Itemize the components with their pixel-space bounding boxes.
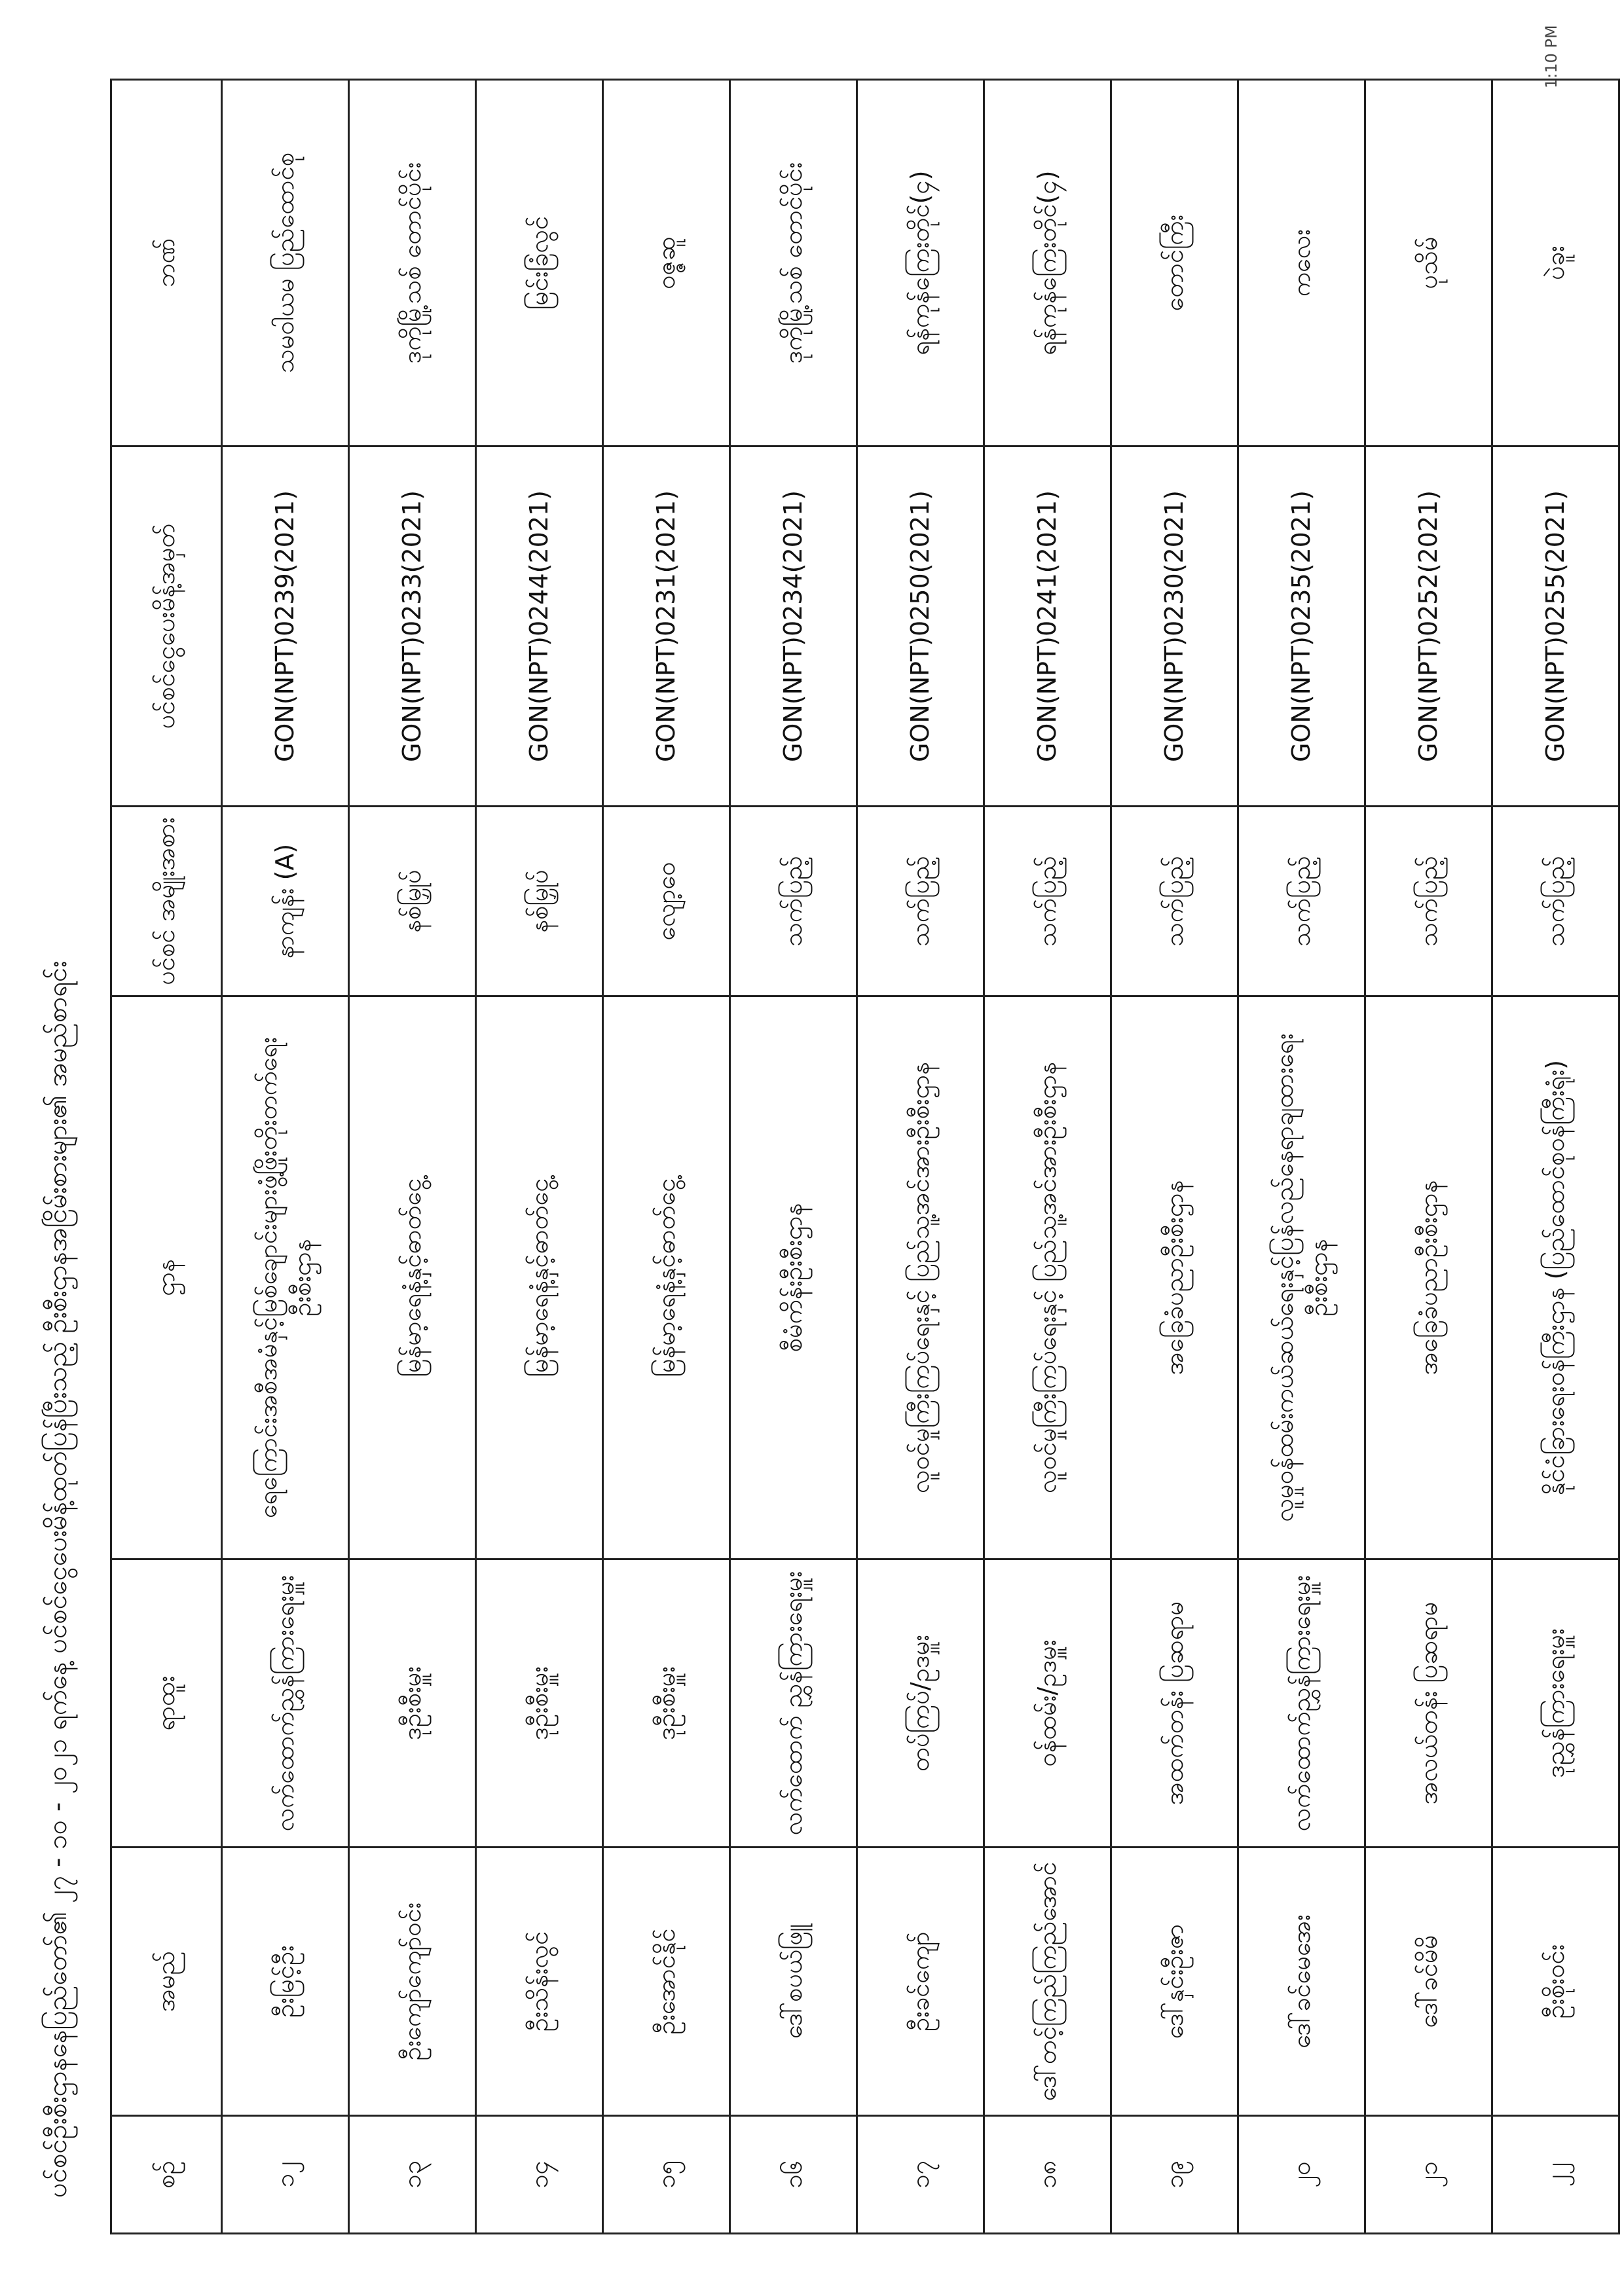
cell-department: စီမံကိန်းဦးစီးဌာန xyxy=(730,996,857,1559)
cell-rank: လက်ထောက်ညွှန်ကြားရေးမှူး xyxy=(222,1559,349,1848)
cell-pension-type: သက်ပြည့် xyxy=(730,807,857,996)
table-row xyxy=(984,80,1111,2234)
header-bank: ဘဏ် xyxy=(111,80,222,446)
cell-department: လူဝင်မှုကြီးကြပ်ရေးနှင့် ပြည်သူ့အင်အားဦးစီးဌာန xyxy=(857,996,984,1559)
document-title: ပင်စင်ဦးစီးဌာနနေပြည်တော်၏ ၂၇ - ၁၀ - ၂၀၂၁ ရက်နေ့ ပင်စင်ငွေပေးမိန့်ထုတ်ပြန်ပြီးသည့် ဦးစီးဌာနအငြိမ်းစားများ၏ အမည်စာရင်း xyxy=(43,960,73,2198)
table-row xyxy=(1238,80,1365,2234)
cell-order-number: GON(NPT)0250(2021) xyxy=(857,446,984,807)
header-rank: ရာထူး xyxy=(111,1559,222,1848)
cell-order-number: GON(NPT)0255(2021) xyxy=(1492,446,1619,807)
cell-rank: ဒုဦးစီးမှူး xyxy=(349,1559,476,1848)
print-timestamp: 1:10 PM xyxy=(1542,25,1560,88)
header-order-number: ပင်စင်ငွေပေးမိန့်အမှတ် xyxy=(111,446,222,807)
cell-pension-type: နာကျန်း (A) xyxy=(222,807,349,996)
table-row xyxy=(349,80,476,2234)
cell-department: ရေကြောင်းအစီအမံနှင့်မြစ်ချောင်းများဖွံ့ဖြိုးတိုးတက်ရေးဦးစီးဌာန xyxy=(222,996,349,1559)
cell-pension-type: သက်ပြည့် xyxy=(1111,807,1238,996)
cell-no: ၁၆ xyxy=(730,2116,857,2234)
header-name: အမည် xyxy=(111,1848,222,2116)
cell-bank: ဝဇ္ဇဆူ xyxy=(603,80,730,446)
table-row xyxy=(730,80,857,2234)
cell-rank: ဒုဦးစီးမှူး xyxy=(603,1559,730,1848)
cell-department: မြန်မာ့ရေနံ့နှင့်ဓာတ်ငွေ့ xyxy=(603,996,730,1559)
cell-no: ၂၂ xyxy=(1492,2116,1619,2234)
table-row xyxy=(1365,80,1492,2234)
cell-rank: အလယ်တန်း ပြဆရာမ xyxy=(1365,1559,1492,1848)
cell-no: ၂၀ xyxy=(1238,2116,1365,2234)
table-row xyxy=(603,80,730,2234)
cell-name: ဒေါ်စပယ်ဖြူ xyxy=(730,1848,857,2116)
cell-no: ၂၁ xyxy=(1365,2116,1492,2234)
cell-rank: တပ်ကြပ်/ဥဒမှူး xyxy=(857,1559,984,1848)
cell-rank: ဒုညွှန်ကြားရေးမှူး xyxy=(1492,1559,1619,1848)
cell-pension-type: သက်ပြည့် xyxy=(1365,807,1492,996)
cell-department: အခြေခံပညာဦးစီးဌာန xyxy=(1365,996,1492,1559)
cell-bank: သမဝါယမ ပြည်ထောင်စု xyxy=(222,80,349,446)
cell-bank: ဒုကိုမြို့သစ် တောင်ပိုင်း xyxy=(349,80,476,446)
cell-name: ဦးစိုးဝင်း xyxy=(1492,1848,1619,2116)
cell-bank: ရန်ကုန်ကြေးတိုင်(၄) xyxy=(857,80,984,446)
cell-department: လူမှုဝန်ထမ်းကယ်ဆယ်ရေးနှင့်ပြန်လည်နေရာချထားရေးဦးစီးဌာန xyxy=(1238,996,1365,1559)
header-department: ဌာန xyxy=(111,996,222,1559)
cell-name: ဦးသိန်းလွင် xyxy=(476,1848,603,2116)
cell-pension-type: နစ်မြှုပ် xyxy=(476,807,603,996)
cell-pension-type: သက်ပြည့် xyxy=(984,807,1111,996)
cell-name: ဦးခင်ကျော် xyxy=(857,1848,984,2116)
cell-no: ၁၃ xyxy=(349,2116,476,2234)
cell-bank: ဒုကိုမြို့သစ် တောင်ပိုင်း xyxy=(730,80,857,446)
cell-order-number: GON(NPT)0252(2021) xyxy=(1365,446,1492,807)
cell-department: မြန်မာ့ရေနံ့နှင့်ဓာတ်ငွေ့ xyxy=(476,996,603,1559)
cell-name: ဦးကျော်ကျော်ဝင်း xyxy=(349,1848,476,2116)
cell-department: အခြေခံပညာဦးစီးဌာန xyxy=(1111,996,1238,1559)
cell-pension-type: သက်ပြည့် xyxy=(1238,807,1365,996)
cell-rank: ဒုဦးစီးမှူး xyxy=(476,1559,603,1848)
cell-name: ဒေါ်နှင်းဦးဇာ xyxy=(1111,1848,1238,2116)
cell-department: နိုင်ငံခြားရေးဝန်ကြီးဌာန (ပြည်ထောင်စုဝန်ကြီးရုံး) xyxy=(1492,996,1619,1559)
cell-department: လူဝင်မှုကြီးကြပ်ရေးနှင့် ပြည်သူ့အင်အားဦးစီးဌာန xyxy=(984,996,1111,1559)
cell-no: ၁၉ xyxy=(1111,2116,1238,2234)
cell-pension-type: သက်ပြည့် xyxy=(1492,807,1619,996)
cell-bank: မြင်းခြံလွင် xyxy=(476,80,603,446)
cell-no: ၁၇ xyxy=(857,2116,984,2234)
cell-order-number: GON(NPT)0239(2021) xyxy=(222,446,349,807)
cell-rank: လက်ထောက် ညွှန်ကြားရေးမှူး xyxy=(730,1559,857,1848)
table-row xyxy=(1492,80,1619,2234)
cell-name: ဒေါ်ခင်မေအေး xyxy=(1238,1848,1365,2116)
cell-order-number: GON(NPT)0231(2021) xyxy=(603,446,730,807)
table-header-row xyxy=(111,80,222,2234)
cell-pension-type: လျော့ဝေ xyxy=(603,807,730,996)
cell-order-number: GON(NPT)0241(2021) xyxy=(984,446,1111,807)
cell-bank: ကလေး xyxy=(1238,80,1365,446)
cell-order-number: GON(NPT)0233(2021) xyxy=(349,446,476,807)
cell-no: ၁၅ xyxy=(603,2116,730,2234)
header-pension-type: ပင်စင် အမျိုးအစား xyxy=(111,807,222,996)
cell-order-number: GON(NPT)0234(2021) xyxy=(730,446,857,807)
cell-name: ဒေါ်တင့်ကြည်ကြည်အောင် xyxy=(984,1848,1111,2116)
pensioner-table xyxy=(110,79,1620,2234)
cell-rank: လက်ထောက်ညွှန်ကြားရေးမှူး xyxy=(1238,1559,1365,1848)
cell-order-number: GON(NPT)0244(2021) xyxy=(476,446,603,807)
cell-pension-type: နစ်မြှုပ် xyxy=(349,807,476,996)
cell-name: ဦးမြင့်ဦး xyxy=(222,1848,349,2116)
cell-order-number: GON(NPT)0230(2021) xyxy=(1111,446,1238,807)
table-row xyxy=(476,80,603,2234)
cell-no: ၁၈ xyxy=(984,2116,1111,2234)
header-no: စဉ် xyxy=(111,2116,222,2234)
cell-bank: တောင်ကြီး xyxy=(1111,80,1238,446)
cell-department: မြန်မာ့ရေနံ့နှင့်ဓာတ်ငွေ့ xyxy=(349,996,476,1559)
cell-bank: ပုသိမ် xyxy=(1365,80,1492,446)
cell-name: ဒေါ်ခင်မိမိ xyxy=(1365,1848,1492,2116)
cell-rank: ဝန်ထမ်း/ဥဒမှူး xyxy=(984,1559,1111,1848)
table-row xyxy=(1111,80,1238,2234)
cell-bank: ရန်ကုန်ကြေးတိုင်(၄) xyxy=(984,80,1111,446)
cell-pension-type: သက်ပြည့် xyxy=(857,807,984,996)
table-row xyxy=(857,80,984,2234)
cell-order-number: GON(NPT)0235(2021) xyxy=(1238,446,1365,807)
cell-no: ၁၂ xyxy=(222,2116,349,2234)
cell-name: ဦးအောင်နိုင် xyxy=(603,1848,730,2116)
cell-rank: အထက်တန်း ပြဆရာမ xyxy=(1111,1559,1238,1848)
cell-bank: ပဲခူး xyxy=(1492,80,1619,446)
cell-no: ၁၄ xyxy=(476,2116,603,2234)
table-row xyxy=(222,80,349,2234)
